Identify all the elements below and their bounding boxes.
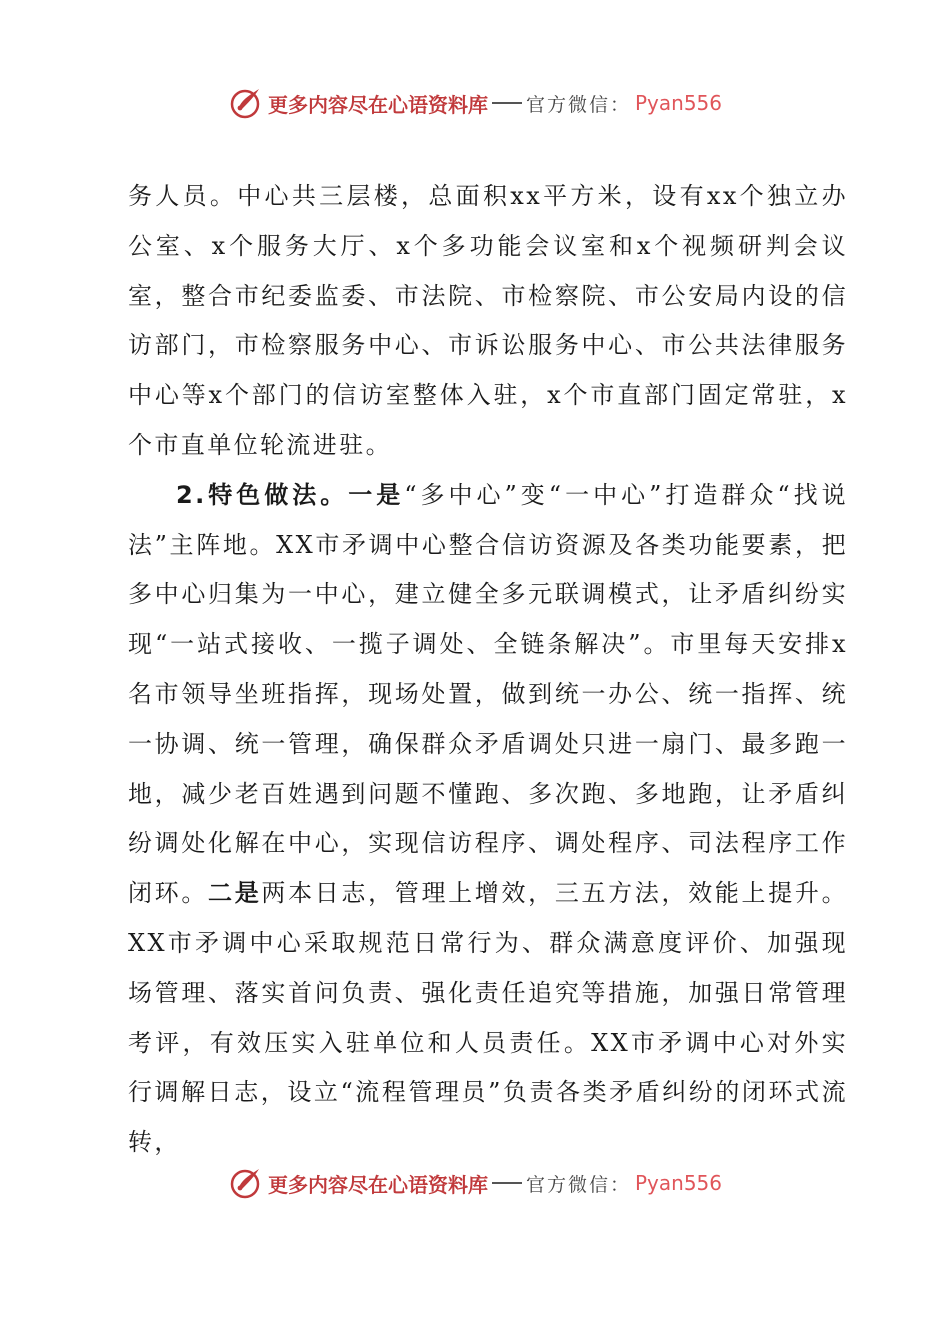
header-banner: [0, 78, 950, 128]
banner-wechat-label: 官方微信：: [525, 93, 631, 116]
banner-main-text: 更多内容尽在心语资料库: [267, 92, 488, 117]
paragraph-2: [128, 471, 848, 1168]
paragraph-2-text-2: 两本日志，管理上增效，三五方法，效能上提升。XX市矛调中心采取规范日常行为、群众满意度评价、加强现场管理、落实首问负责、强化责任追究等措施，加强日常管理考评，有效压实入驻单位和人员责任。XX市矛调中心对外实行调解日志，设立“流程管理员”负责各类矛盾纠纷的闭环式流转，: [128, 879, 848, 1157]
lead-one: 一是: [348, 480, 405, 509]
document-body: [128, 172, 848, 1168]
banner-dash: [492, 102, 522, 104]
banner-main-text: 更多内容尽在心语资料库: [267, 1172, 488, 1197]
banner-wechat-label: 官方微信：: [525, 1173, 631, 1196]
section-heading: 2.特色做法。: [176, 480, 349, 509]
lead-two: 二是: [208, 879, 262, 908]
brush-logo-icon: [228, 1165, 264, 1201]
banner-dash: [492, 1182, 522, 1184]
banner-wechat-id: Pyan556: [635, 91, 723, 115]
brush-logo-icon: [228, 85, 264, 121]
paragraph-2-text-1: “多中心”变“一中心”打造群众“找说法”主阵地。XX市矛调中心整合信访资源及各类功能要素，把多中心归集为一中心，建立健全多元联调模式，让矛盾纠纷实现“一站式接收、一揽子调处、全链条解决”。市里每天安排x名市领导坐班指挥，现场处置，做到统一办公、统一指挥、统一协调、统一管理，确保群众矛盾调处只进一扇门、最多跑一地，减少老百姓遇到问题不懂跑、多次跑、多地跑，让矛盾纠纷调处化解在中心，实现信访程序、调处程序、司法程序工作闭环。: [128, 480, 849, 908]
paragraph-1: 务人员。中心共三层楼，总面积xx平方米，设有xx个独立办公室、x个服务大厅、x个多功能会议室和x个视频研判会议室，整合市纪委监委、市法院、市检察院、市公安局内设的信访部门，市检察服务中心、市诉讼服务中心、市公共法律服务中心等x个部门的信访室整体入驻，x个市直部门固定常驻，x个市直单位轮流进驻。: [128, 182, 848, 459]
banner-wechat-id: Pyan556: [635, 1171, 723, 1195]
footer-banner: [0, 1158, 950, 1208]
